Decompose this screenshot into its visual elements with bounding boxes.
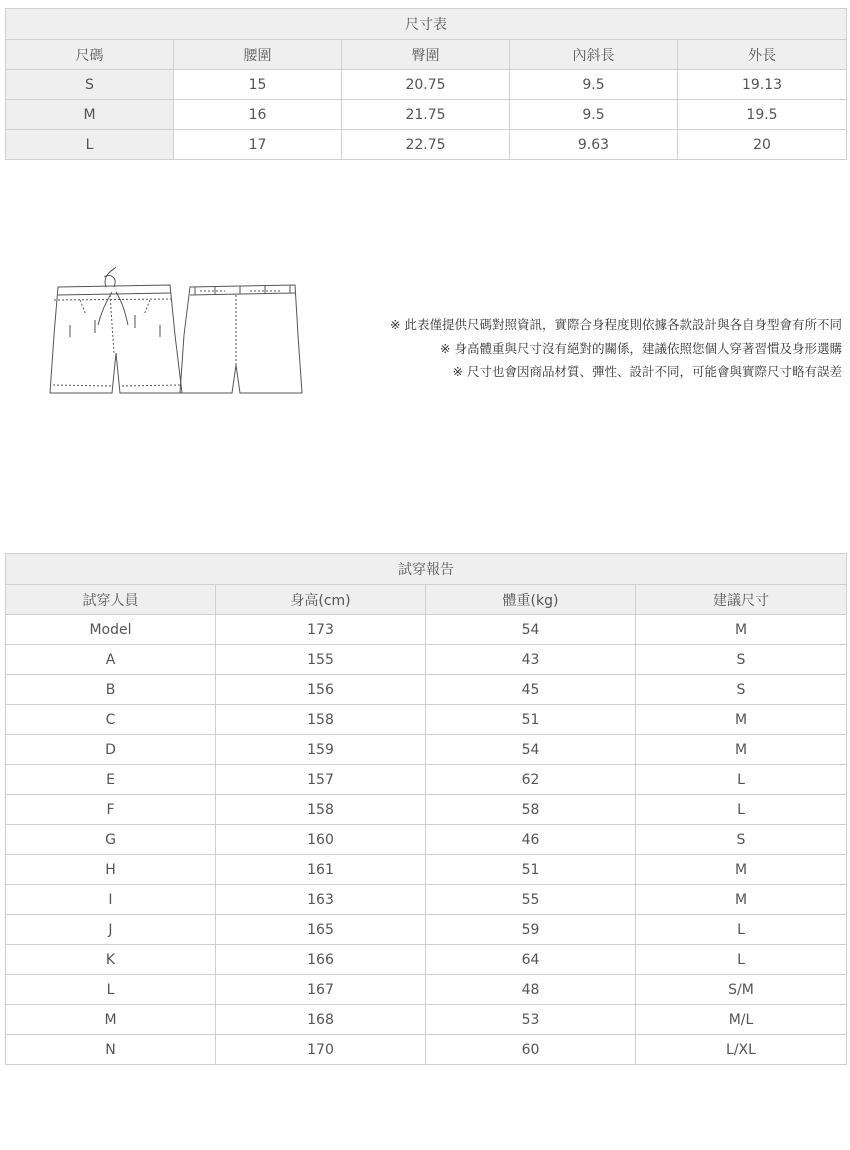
fit-weight-cell: 62 (426, 765, 636, 795)
table-row (6, 1035, 847, 1065)
fit-header-height: 身高(cm) (216, 585, 426, 615)
note-line: ※ 尺寸也會因商品材質、彈性、設計不同，可能會與實際尺寸略有誤差 (452, 364, 842, 379)
size-label-cell: S (6, 70, 174, 100)
fit-person-cell: M (6, 1005, 216, 1035)
table-row (6, 795, 847, 825)
table-row (6, 645, 847, 675)
fit-person-cell: C (6, 705, 216, 735)
fit-weight-cell: 48 (426, 975, 636, 1005)
hip-cell: 20.75 (342, 70, 510, 100)
table-row (6, 70, 847, 100)
table-row (6, 1005, 847, 1035)
fit-weight-cell: 58 (426, 795, 636, 825)
size-chart-header-row (6, 40, 847, 70)
shorts-front-back-line-drawing-icon (40, 265, 305, 400)
size-chart-title-row (6, 9, 847, 40)
fit-weight-cell: 54 (426, 735, 636, 765)
hip-cell: 22.75 (342, 130, 510, 160)
fit-person-cell: D (6, 735, 216, 765)
fit-person-cell: N (6, 1035, 216, 1065)
outseam-cell: 19.5 (678, 100, 847, 130)
size-chart-header-outseam: 外長 (678, 40, 847, 70)
fit-header-person: 試穿人員 (6, 585, 216, 615)
fit-report-title: 試穿報告 (6, 554, 847, 585)
fit-size-cell: M (636, 885, 847, 915)
fit-weight-cell: 51 (426, 705, 636, 735)
size-chart-header-size: 尺碼 (6, 40, 174, 70)
waist-cell: 15 (174, 70, 342, 100)
notes-block (320, 313, 842, 384)
table-row (6, 130, 847, 160)
fit-person-cell: H (6, 855, 216, 885)
size-chart-header-waist: 腰圍 (174, 40, 342, 70)
table-row (6, 735, 847, 765)
fit-person-cell: I (6, 885, 216, 915)
table-row (6, 885, 847, 915)
fit-weight-cell: 59 (426, 915, 636, 945)
waist-cell: 16 (174, 100, 342, 130)
fit-height-cell: 155 (216, 645, 426, 675)
fit-height-cell: 165 (216, 915, 426, 945)
size-chart-title: 尺寸表 (6, 9, 847, 40)
fit-person-cell: B (6, 675, 216, 705)
waist-cell: 17 (174, 130, 342, 160)
table-row (6, 100, 847, 130)
fit-weight-cell: 64 (426, 945, 636, 975)
table-row (6, 915, 847, 945)
fit-weight-cell: 53 (426, 1005, 636, 1035)
table-row (6, 975, 847, 1005)
fit-height-cell: 170 (216, 1035, 426, 1065)
fit-weight-cell: 51 (426, 855, 636, 885)
fit-person-cell: F (6, 795, 216, 825)
fit-size-cell: L/XL (636, 1035, 847, 1065)
fit-size-cell: S/M (636, 975, 847, 1005)
note-line: ※ 身高體重與尺寸沒有絕對的關係，建議依照您個人穿著習慣及身形選購 (440, 340, 842, 356)
inseam-cell: 9.5 (510, 100, 678, 130)
fit-size-cell: S (636, 825, 847, 855)
table-row (6, 945, 847, 975)
fit-size-cell: M (636, 615, 847, 645)
fit-person-cell: G (6, 825, 216, 855)
fit-height-cell: 158 (216, 705, 426, 735)
hip-cell: 21.75 (342, 100, 510, 130)
fit-report-header-row (6, 585, 847, 615)
fit-height-cell: 166 (216, 945, 426, 975)
fit-weight-cell: 43 (426, 645, 636, 675)
fit-size-cell: M (636, 705, 847, 735)
fit-size-cell: L (636, 915, 847, 945)
size-chart-header-hip: 臀圍 (342, 40, 510, 70)
table-row (6, 675, 847, 705)
table-row (6, 765, 847, 795)
fit-size-cell: M/L (636, 1005, 847, 1035)
fit-weight-cell: 45 (426, 675, 636, 705)
table-row (6, 705, 847, 735)
fit-person-cell: J (6, 915, 216, 945)
fit-weight-cell: 60 (426, 1035, 636, 1065)
size-label-cell: L (6, 130, 174, 160)
fit-height-cell: 158 (216, 795, 426, 825)
fit-person-cell: A (6, 645, 216, 675)
fit-size-cell: L (636, 795, 847, 825)
fit-header-suggested-size: 建議尺寸 (636, 585, 847, 615)
note-line: ※ 此表僅提供尺碼對照資訊，實際合身程度則依據各款設計與各自身型會有所不同 (390, 317, 842, 332)
fit-weight-cell: 46 (426, 825, 636, 855)
fit-height-cell: 160 (216, 825, 426, 855)
fit-weight-cell: 55 (426, 885, 636, 915)
size-chart-header-inseam: 內斜長 (510, 40, 678, 70)
fit-person-cell: Model (6, 615, 216, 645)
size-label-cell: M (6, 100, 174, 130)
table-row (6, 615, 847, 645)
fit-header-weight: 體重(kg) (426, 585, 636, 615)
fit-height-cell: 167 (216, 975, 426, 1005)
fit-size-cell: S (636, 645, 847, 675)
fit-height-cell: 161 (216, 855, 426, 885)
table-row (6, 855, 847, 885)
inseam-cell: 9.63 (510, 130, 678, 160)
fit-height-cell: 157 (216, 765, 426, 795)
outseam-cell: 19.13 (678, 70, 847, 100)
fit-size-cell: L (636, 765, 847, 795)
fit-size-cell: L (636, 945, 847, 975)
fit-size-cell: M (636, 855, 847, 885)
size-chart-table (5, 8, 847, 160)
fit-height-cell: 163 (216, 885, 426, 915)
table-row (6, 825, 847, 855)
fit-report-body (6, 615, 847, 1065)
fit-report-title-row (6, 554, 847, 585)
inseam-cell: 9.5 (510, 70, 678, 100)
fit-height-cell: 173 (216, 615, 426, 645)
fit-size-cell: S (636, 675, 847, 705)
fit-height-cell: 159 (216, 735, 426, 765)
fit-person-cell: E (6, 765, 216, 795)
fit-person-cell: L (6, 975, 216, 1005)
outseam-cell: 20 (678, 130, 847, 160)
fit-height-cell: 168 (216, 1005, 426, 1035)
fit-weight-cell: 54 (426, 615, 636, 645)
fit-person-cell: K (6, 945, 216, 975)
fit-report-table (5, 553, 847, 1065)
fit-height-cell: 156 (216, 675, 426, 705)
fit-size-cell: M (636, 735, 847, 765)
